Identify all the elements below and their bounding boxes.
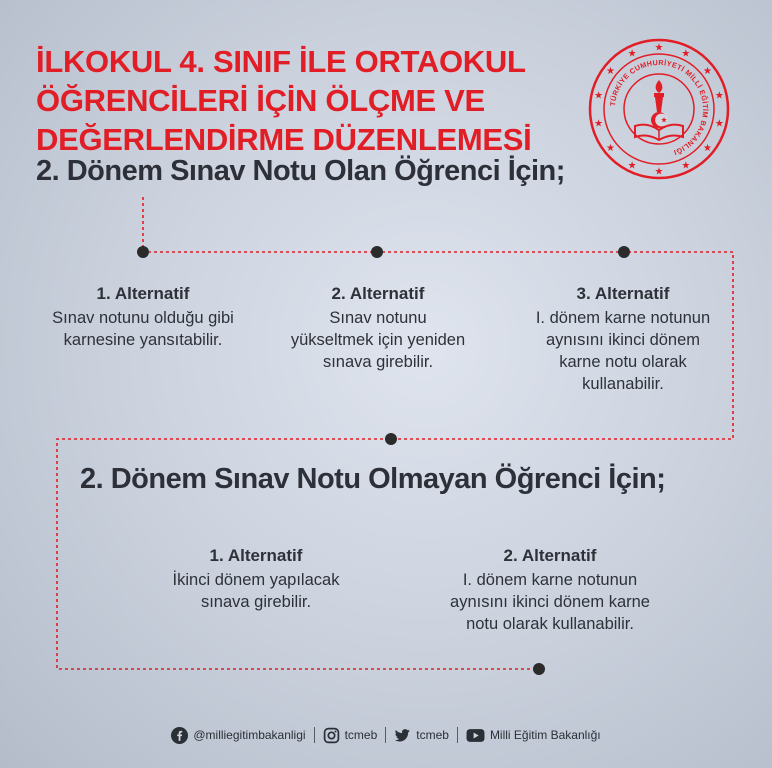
twitter-handle: tcmeb [416, 728, 449, 742]
alternative-body: Sınav notunu yükseltmek için yeniden sınava girebilir. [290, 309, 466, 371]
seal-star-icon: ★ [654, 166, 664, 178]
seal-star-icon: ★ [606, 65, 615, 77]
connector-dot [618, 246, 630, 258]
alternative-title: 2. Alternatif [503, 546, 597, 565]
alternative-body: İkinci dönem yapılacak sınava girebilir. [172, 571, 340, 611]
title-line-3: DEĞERLENDİRME DÜZENLEMESİ [36, 122, 532, 157]
instagram-link[interactable] [323, 727, 378, 744]
section-1-alternative-1 [18, 283, 268, 351]
seal-star-icon: ★ [703, 143, 712, 155]
facebook-handle: @milliegitimbakanligi [193, 728, 306, 742]
seal-star-icon: ★ [594, 90, 604, 102]
youtube-link[interactable] [466, 727, 601, 744]
section-2-alternative-2 [418, 545, 682, 635]
connector-dot [385, 433, 397, 445]
footer-divider [314, 727, 315, 743]
instagram-icon [323, 727, 340, 744]
seal-star-icon: ★ [714, 90, 724, 102]
seal-star-icon: ★ [606, 143, 615, 155]
section-2-alternative-1 [140, 545, 372, 613]
section-1-alternative-3 [503, 283, 743, 395]
twitter-link[interactable] [394, 727, 449, 744]
alternative-title: 3. Alternatif [576, 284, 670, 303]
facebook-icon [171, 727, 188, 744]
footer-divider [457, 727, 458, 743]
alternative-title: 1. Alternatif [209, 546, 303, 565]
seal-ring-text: TÜRKİYE CUMHURİYETİ MİLLİ EĞİTİM BAKANLIĞI [608, 57, 711, 158]
facebook-link[interactable] [171, 727, 305, 744]
section-1-heading: 2. Dönem Sınav Notu Olan Öğrenci İçin; [36, 155, 565, 187]
instagram-handle: tcmeb [344, 728, 378, 742]
connector-dot [533, 663, 545, 675]
seal-star-icon: ★ [681, 160, 691, 172]
seal-star-icon: ★ [627, 48, 637, 60]
youtube-icon [466, 727, 485, 744]
connector-dot [371, 246, 383, 258]
alternative-body: I. dönem karne notunun aynısını ikinci dönem karne notu olarak kullanabilir. [450, 571, 650, 633]
youtube-channel: Milli Eğitim Bakanlığı [489, 728, 601, 742]
seal-star-icon: ★ [654, 42, 664, 54]
title-line-2: ÖĞRENCİLERİ İÇİN ÖLÇME VE [36, 83, 485, 118]
seal-star-icon: ★ [681, 48, 691, 60]
seal-star-icon: ★ [703, 65, 712, 77]
title-line-1: İLKOKUL 4. SINIF İLE ORTAOKUL [36, 44, 526, 79]
footer-divider [385, 727, 386, 743]
seal-star-icon: ★ [627, 160, 637, 172]
twitter-bird-icon [394, 727, 411, 744]
section-1-alternative-2 [262, 283, 494, 373]
alternative-title: 1. Alternatif [96, 284, 190, 303]
connector-dot [137, 246, 149, 258]
section-2-heading: 2. Dönem Sınav Notu Olmayan Öğrenci İçin; [80, 463, 666, 495]
seal-star-icon: ★ [594, 118, 604, 130]
seal-star-icon: ★ [714, 118, 724, 130]
alternative-body: Sınav notunu olduğu gibi karnesine yansıtabilir. [52, 309, 234, 349]
alternative-title: 2. Alternatif [331, 284, 425, 303]
social-footer [0, 722, 772, 748]
alternative-body: I. dönem karne notunun aynısını ikinci dönem karne notu olarak kullanabilir. [535, 309, 711, 393]
